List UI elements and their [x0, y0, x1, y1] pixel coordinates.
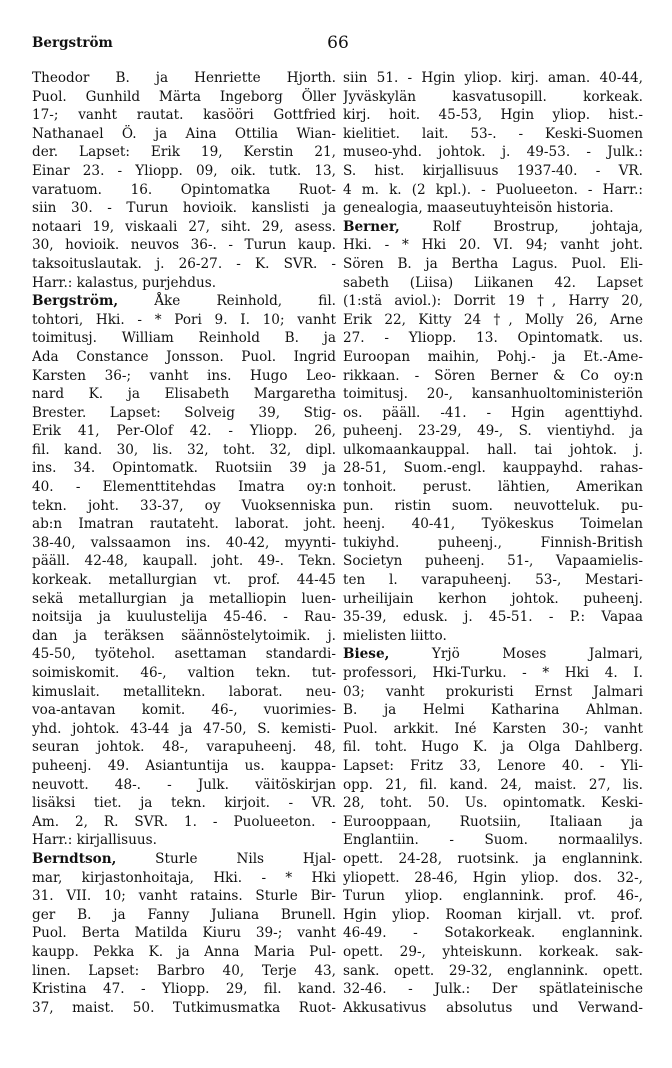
text-line — [32, 943, 336, 962]
text-line — [32, 645, 336, 664]
text-line — [32, 125, 336, 144]
text-line — [343, 831, 643, 850]
line-text: tonhoit. perust. lähtien, Amerikan — [343, 479, 643, 496]
text-line — [343, 757, 643, 776]
text-line — [343, 162, 643, 181]
line-text: (1:stä aviol.): Dorrit 19 †, Harry 20, — [343, 293, 643, 310]
text-line — [32, 274, 336, 293]
line-text: ulkomaankauppal. hall. tai johtok. j. — [343, 441, 643, 458]
line-text: Nathanael Ö. ja Aina Ottilia Wian- — [32, 125, 336, 142]
line-text: neuvott. 48-. - Julk. väitöskirjan — [32, 776, 336, 793]
text-line — [343, 776, 643, 795]
text-line — [32, 367, 336, 386]
text-line — [32, 608, 336, 627]
line-text: 27. - Yliopp. 13. Opintomatk. us. — [343, 330, 643, 347]
text-line — [343, 924, 643, 943]
text-line — [32, 590, 336, 609]
line-text: linen. Lapset: Barbro 40, Terje 43, — [32, 962, 336, 979]
line-text: Hki. - * Hki 20. VI. 94; vanht joht. — [343, 237, 643, 254]
text-line — [343, 236, 643, 255]
text-line — [32, 869, 336, 888]
line-text: sekä metallurgian ja metalliopin luen- — [32, 590, 336, 607]
line-text: 38-40, valssaamon ins. 40-42, myynti- — [32, 534, 336, 551]
text-line — [32, 478, 336, 497]
line-text: yhd. johtok. 43-44 ja 47-50, S. kemisti- — [32, 720, 336, 737]
line-text: Turun yliop. englannink. prof. 46-, — [343, 888, 643, 905]
line-text: Åke Reinhold, fil. — [118, 293, 336, 310]
line-text: Euroopan maihin, Pohj.- ja Et.-Ame- — [343, 348, 643, 365]
text-line — [343, 69, 643, 88]
text-line — [32, 534, 336, 553]
text-line — [343, 255, 643, 274]
text-line — [343, 962, 643, 981]
text-line — [343, 683, 643, 702]
line-text: puheenj. 23-29, 49-, S. vientiyhd. ja — [343, 423, 643, 440]
text-line — [343, 441, 643, 460]
line-text: 46-49. - Sotakorkeak. englannink. — [343, 925, 643, 942]
line-text: mar, kirjastonhoitaja, Hki. - * Hki — [32, 869, 336, 886]
text-line — [343, 645, 643, 664]
text-line — [32, 552, 336, 571]
line-text: 40. - Elementtitehdas Imatra oy:n — [32, 479, 336, 496]
line-text: fil. kand. 30, lis. 32, toht. 32, dipl. — [32, 441, 336, 458]
text-line — [32, 887, 336, 906]
text-line — [343, 88, 643, 107]
line-text: opett. 24-28, ruotsink. ja englannink. — [343, 850, 643, 867]
line-text: fil. toht. Hugo K. ja Olga Dahlberg. — [343, 739, 643, 756]
text-line — [343, 125, 643, 144]
line-text: Akkusativus absolutus und Verwand- — [343, 999, 643, 1016]
line-text: puheenj. 49. Asiantuntija us. kauppa- — [32, 757, 336, 774]
text-line — [343, 999, 643, 1018]
line-text: Karsten 36-; vanht ins. Hugo Leo- — [32, 367, 336, 384]
line-text: Sören B. ja Bertha Lagus. Puol. Eli- — [343, 255, 643, 272]
text-line — [343, 106, 643, 125]
text-line — [32, 218, 336, 237]
text-line — [343, 515, 643, 534]
line-text: siin 30. - Turun hovioik. kanslisti ja — [32, 200, 336, 217]
text-line — [343, 404, 643, 423]
text-line — [343, 887, 643, 906]
line-text: tukiyhd. puheenj., Finnish-British — [343, 534, 643, 551]
line-text: kirj. hoit. 45-53, Hgin yliop. hist.- — [343, 107, 643, 124]
line-text: B. ja Helmi Katharina Ahlman. — [343, 702, 643, 719]
line-text: rikkaan. - Sören Berner & Co oy:n — [343, 367, 643, 384]
line-text: 37, maist. 50. Tutkimusmatka Ruot- — [32, 999, 336, 1016]
text-line — [32, 162, 336, 181]
text-line — [32, 459, 336, 478]
line-text: Rolf Brostrup, johtaja, — [399, 218, 643, 235]
text-line — [343, 869, 643, 888]
line-text: kielitiet. lait. 53-. - Keski-Suomen — [343, 125, 643, 142]
left-column — [32, 69, 336, 1017]
text-line — [343, 552, 643, 571]
text-line — [343, 143, 643, 162]
text-line — [343, 701, 643, 720]
text-line — [343, 571, 643, 590]
line-text: Erik 22, Kitty 24 †, Molly 26, Arne — [343, 311, 643, 328]
text-line — [343, 199, 643, 218]
text-line — [32, 831, 336, 850]
line-text: mielisten liitto. — [343, 627, 447, 644]
text-line — [32, 329, 336, 348]
line-text: Puol. arkkit. Iné Karsten 30-; vanht — [343, 720, 643, 737]
text-line — [343, 367, 643, 386]
line-text: 32-46. - Julk.: Der spätlateinische — [343, 981, 643, 998]
line-text: kimuslait. metallitekn. laborat. neu- — [32, 683, 336, 700]
line-text: Jyväskylän kasvatusopill. korkeak. — [343, 88, 643, 105]
text-line — [343, 664, 643, 683]
text-line — [32, 236, 336, 255]
line-text: ten l. varapuheenj. 53-, Mestari- — [343, 572, 643, 589]
text-line — [32, 962, 336, 981]
line-text: soimiskomit. 46-, valtion tekn. tut- — [32, 665, 336, 681]
text-line — [32, 348, 336, 367]
line-text: Englantiin. - Suom. normaalilys. — [343, 832, 643, 849]
line-text: Erik 41, Per-Olof 42. - Yliopp. 26, — [32, 423, 336, 440]
line-text: Harr.: kirjallisuus. — [32, 832, 157, 849]
line-text: Puol. Gunhild Märta Ingeborg Öller — [32, 88, 336, 105]
entry-surname: Bergström, — [32, 293, 119, 310]
text-line — [343, 348, 643, 367]
text-line — [32, 720, 336, 739]
text-line — [343, 794, 643, 813]
line-text: Hgin yliop. Rooman kirjall. vt. prof. — [343, 906, 643, 923]
text-line — [32, 199, 336, 218]
line-text: tekn. joht. 33-37, oy Vuoksenniska — [32, 497, 336, 514]
text-line — [343, 274, 643, 293]
line-text: pun. ristin suom. neuvotteluk. pu- — [343, 497, 643, 514]
line-text: Theodor B. ja Henriette Hjorth. — [32, 70, 336, 86]
line-text: dan ja teräksen säännöstelytoimik. j. — [32, 627, 336, 644]
line-text: 03; vanht prokuristi Ernst Jalmari — [343, 683, 643, 700]
line-text: toimitusj. William Reinhold B. ja — [32, 330, 336, 347]
text-line — [343, 497, 643, 516]
line-text: pääll. 42-48, kaupall. joht. 49-. Tekn. — [32, 553, 336, 570]
running-head: Bergström — [32, 35, 113, 51]
line-text: Harr.: kalastus, purjehdus. — [32, 274, 217, 291]
line-text: siin 51. - Hgin yliop. kirj. aman. 40-44, — [343, 70, 643, 86]
line-text: ger B. ja Fanny Juliana Brunell. — [32, 906, 336, 923]
line-text: toimitusj. 20-, kansanhuoltoministeriön — [343, 386, 643, 403]
line-text: 31. VII. 10; vanht ratains. Sturle Bir- — [32, 888, 336, 905]
line-text: ab:n Imatran rautateht. laborat. joht. — [32, 516, 336, 533]
text-line — [343, 181, 643, 200]
right-column — [343, 69, 643, 1017]
text-line — [32, 664, 336, 683]
line-text: Brester. Lapset: Solveig 39, Stig- — [32, 404, 336, 421]
line-text: Einar 23. - Yliopp. 09, oik. tutk. 13, — [32, 162, 336, 179]
line-text: 4 m. k. (2 kpl.). - Puolueeton. - Harr.: — [343, 181, 643, 198]
text-line — [343, 627, 643, 646]
line-text: noitsija ja kuulustelija 45-46. - Rau- — [32, 609, 336, 626]
text-line — [32, 850, 336, 869]
text-line — [343, 534, 643, 553]
page-header — [32, 35, 644, 59]
line-text: Am. 2, R. SVR. 1. - Puolueeton. - — [32, 813, 336, 830]
text-line — [343, 738, 643, 757]
line-text: opett. 29-, yhteiskunn. korkeak. sak- — [343, 943, 643, 960]
line-text: Puol. Berta Matilda Kiuru 39-; vanht — [32, 925, 336, 942]
line-text: S. hist. kirjallisuus 1937-40. - VR. — [343, 162, 643, 179]
text-line — [343, 292, 643, 311]
line-text: urheilijain kerhon johtok. puheenj. — [343, 590, 643, 607]
text-line — [343, 943, 643, 962]
text-line — [32, 69, 336, 88]
line-text: 35-39, edusk. j. 45-51. - P.: Vapaa — [343, 609, 643, 626]
line-text: 30, hovioik. neuvos 36-. - Turun kaup. — [32, 237, 336, 254]
text-line — [32, 106, 336, 125]
entry-surname: Biese, — [343, 646, 390, 663]
line-text: ins. 34. Opintomatk. Ruotsiin 39 ja — [32, 460, 336, 477]
text-line — [32, 255, 336, 274]
line-text: Eurooppaan, Ruotsiin, Italiaan ja — [343, 813, 643, 830]
text-line — [343, 311, 643, 330]
line-text: sank. opett. 29-32, englannink. opett. — [343, 962, 643, 979]
text-line — [343, 980, 643, 999]
text-line — [343, 422, 643, 441]
text-line — [32, 738, 336, 757]
line-text: genealogia, maaseutuyhteisön historia. — [343, 200, 614, 217]
line-text: kaupp. Pekka K. ja Anna Maria Pul- — [32, 943, 336, 960]
text-line — [343, 218, 643, 237]
text-line — [343, 608, 643, 627]
line-text: professori, Hki-Turku. - * Hki 4. I. — [343, 665, 643, 681]
text-line — [32, 906, 336, 925]
text-line — [32, 143, 336, 162]
line-text: taksoituslautak. j. 26-27. - K. SVR. - — [32, 255, 336, 272]
line-text: nard K. ja Elisabeth Margaretha — [32, 386, 336, 403]
text-line — [32, 181, 336, 200]
text-line — [32, 292, 336, 311]
line-text: Kristina 47. - Yliopp. 29, fil. kand. — [32, 981, 336, 998]
text-line — [32, 385, 336, 404]
entry-surname: Berner, — [343, 218, 400, 235]
text-line — [32, 515, 336, 534]
text-line — [343, 478, 643, 497]
text-line — [32, 776, 336, 795]
line-text: os. pääll. -41. - Hgin agenttiyhd. — [343, 404, 643, 421]
line-text: 28-51, Suom.-engl. kauppayhd. rahas- — [343, 460, 643, 477]
line-text: 17-; vanht rautat. kasööri Gottfried — [32, 107, 336, 124]
text-line — [343, 906, 643, 925]
text-line — [32, 701, 336, 720]
line-text: lisäksi tiet. ja tekn. kirjoit. - VR. — [32, 795, 336, 812]
text-line — [343, 813, 643, 832]
line-text: Ada Constance Jonsson. Puol. Ingrid — [32, 348, 336, 365]
line-text: sabeth (Liisa) Liikanen 42. Lapset — [343, 274, 643, 291]
text-line — [343, 385, 643, 404]
line-text: Societyn puheenj. 51-, Vapaamielis- — [343, 553, 643, 570]
line-text: heenj. 40-41, Työkeskus Toimelan — [343, 516, 643, 533]
line-text: der. Lapset: Erik 19, Kerstin 21, — [32, 144, 336, 161]
text-line — [32, 999, 336, 1018]
text-line — [343, 590, 643, 609]
text-line — [32, 311, 336, 330]
text-line — [32, 683, 336, 702]
line-text: voa-antavan komit. 46-, vuorimies- — [32, 702, 336, 719]
text-line — [32, 88, 336, 107]
text-line — [32, 757, 336, 776]
text-line — [32, 497, 336, 516]
line-text: Lapset: Fritz 33, Lenore 40. - Yli- — [343, 757, 643, 774]
text-line — [32, 441, 336, 460]
entry-surname: Berndtson, — [32, 850, 117, 867]
line-text: Sturle Nils Hjal- — [116, 850, 336, 867]
text-line — [343, 459, 643, 478]
line-text: korkeak. metallurgian vt. prof. 44-45 — [32, 572, 336, 589]
text-line — [343, 329, 643, 348]
text-line — [32, 813, 336, 832]
text-line — [32, 571, 336, 590]
line-text: tohtori, Hki. - * Pori 9. I. 10; vanht — [32, 311, 336, 328]
line-text: 45-50, työtehol. asettaman standardi- — [32, 646, 336, 663]
page-number: 66 — [327, 33, 349, 53]
text-line — [32, 404, 336, 423]
line-text: yliopett. 28-46, Hgin yliop. dos. 32-, — [343, 869, 643, 886]
line-text: 28, toht. 50. Us. opintomatk. Keski- — [343, 795, 643, 812]
text-line — [32, 422, 336, 441]
line-text: notaari 19, viskaali 27, siht. 29, asess. — [32, 218, 336, 235]
text-line — [32, 980, 336, 999]
line-text: varatuom. 16. Opintomatka Ruot- — [32, 181, 336, 198]
text-line — [32, 627, 336, 646]
line-text: Yrjö Moses Jalmari, — [389, 646, 643, 663]
text-line — [343, 720, 643, 739]
line-text: opp. 21, fil. kand. 24, maist. 27, lis. — [343, 776, 643, 793]
text-line — [32, 794, 336, 813]
line-text: seuran johtok. 48-, varapuheenj. 48, — [32, 739, 336, 756]
text-line — [32, 924, 336, 943]
text-line — [343, 850, 643, 869]
line-text: museo-yhd. johtok. j. 49-53. - Julk.: — [343, 144, 643, 161]
